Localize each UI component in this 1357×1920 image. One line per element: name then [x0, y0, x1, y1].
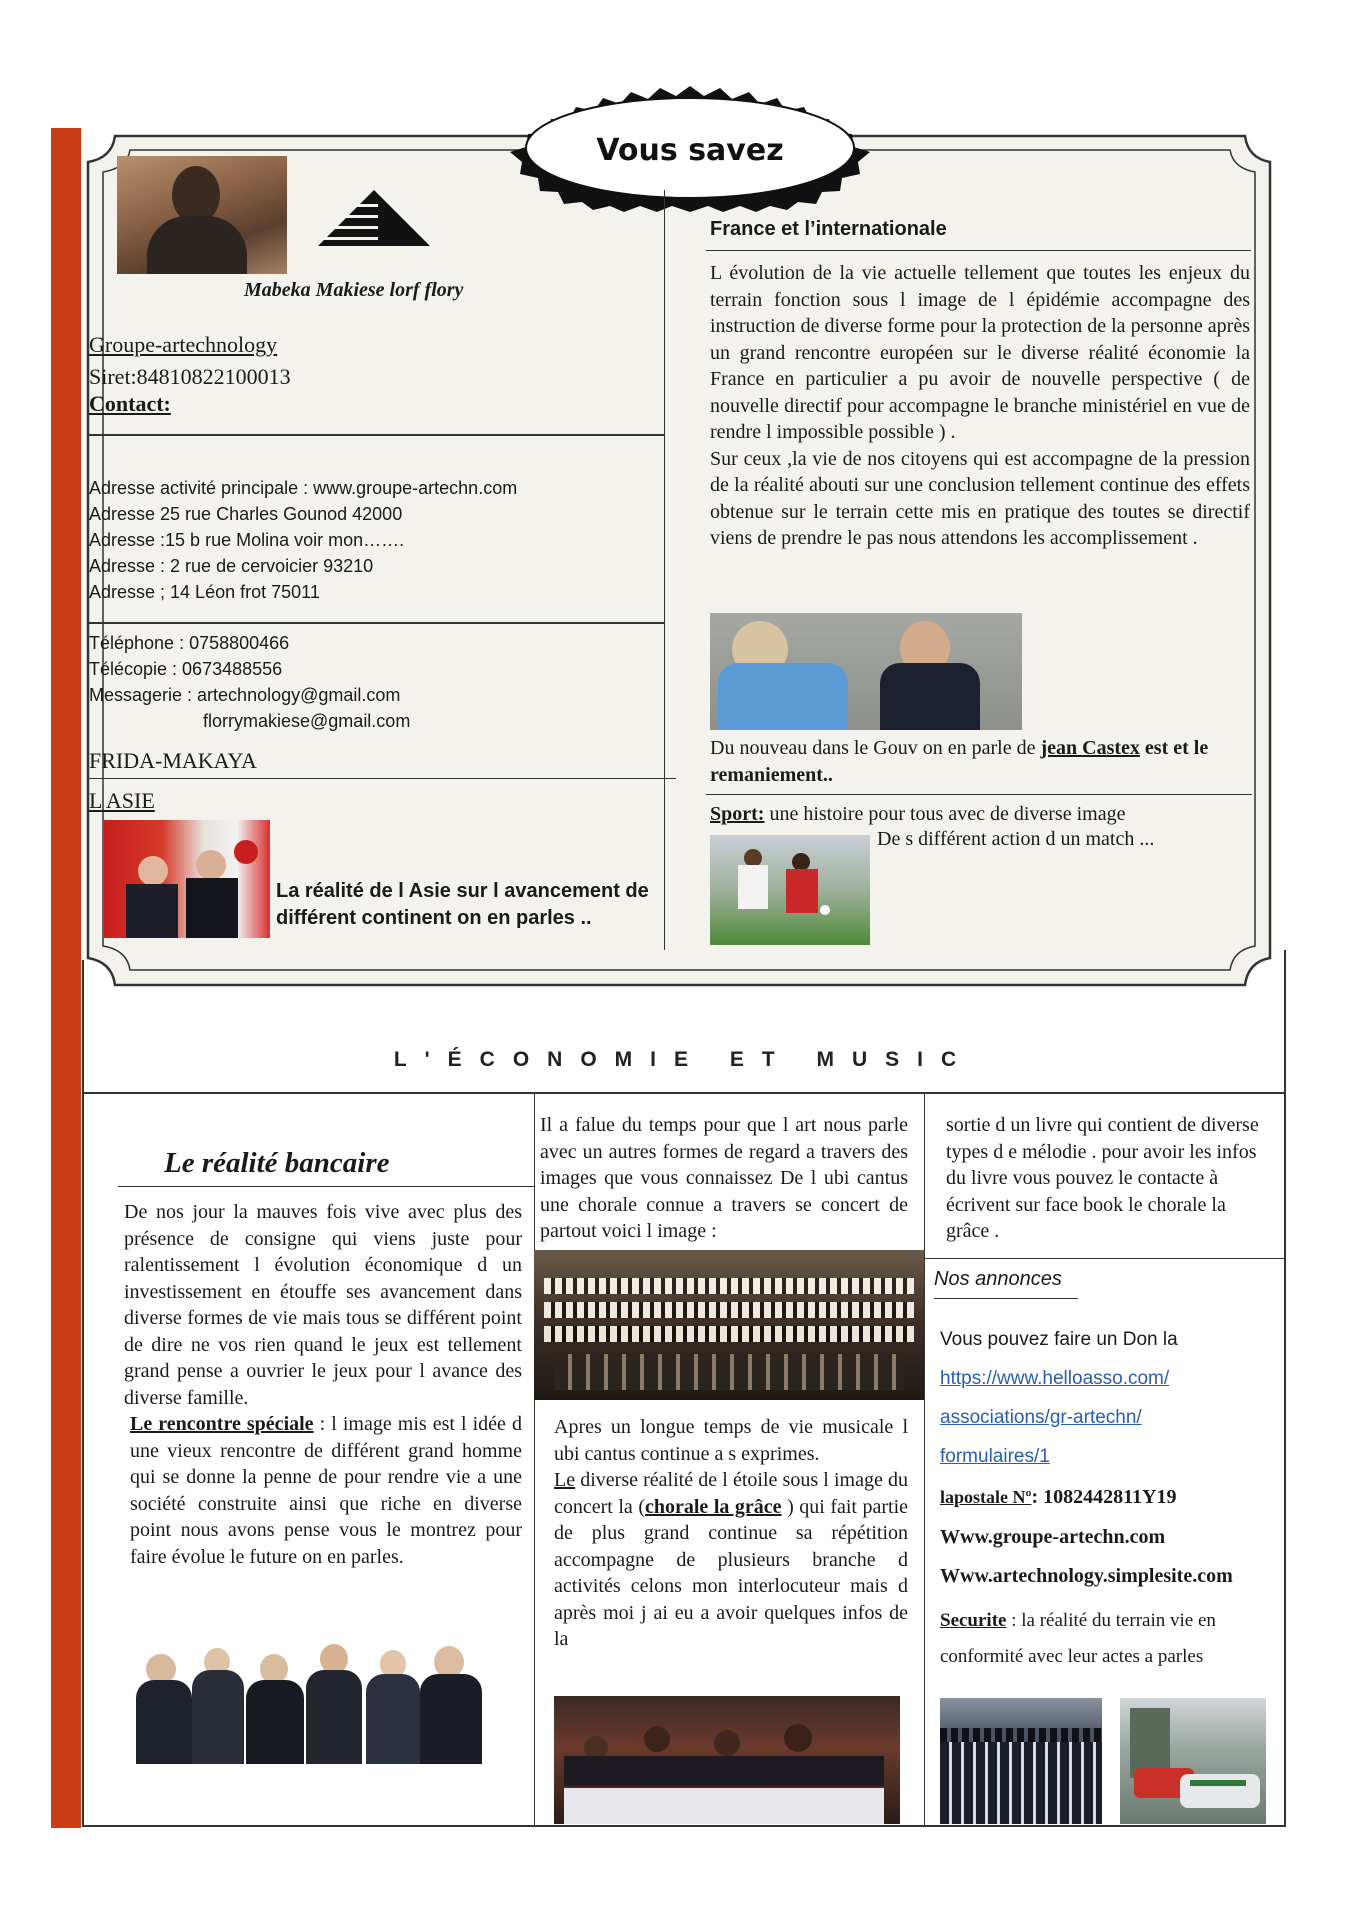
lapostale-value: : 1082442811Y19 — [1031, 1486, 1177, 1508]
gov-text: Du nouveau dans le Gouv on en parle de — [710, 737, 1041, 759]
music-paragraph-3b: ) qui fait partie de plus grand continue sa répétition accompagne de plusieurs branche d activités celons mon interlocuteur mais d après moi j ai eu a avoir quelques infos de la — [554, 1495, 909, 1650]
badge-title: Vous savez — [596, 133, 784, 168]
pyramid-logo-icon — [316, 188, 432, 248]
profile-name: Mabeka Makiese lorf flory — [244, 279, 464, 301]
address-line: Adresse 25 rue Charles Gounod 42000 — [89, 504, 403, 524]
lapostale-label: lapostale Nº — [940, 1487, 1032, 1507]
lapostale-line — [940, 1486, 1176, 1509]
donation-link-2[interactable]: associations/gr-artechn/ — [940, 1407, 1142, 1428]
telecopie: Télécopie : 0673488556 — [89, 659, 283, 679]
banking-text — [124, 1199, 522, 1570]
company-name: Groupe-artechnology — [89, 332, 278, 357]
messagerie: Messagerie : artechnology@gmail.com — [89, 685, 401, 705]
securite-label: Securite — [940, 1610, 1007, 1631]
rencontre-label: Le rencontre spéciale — [130, 1413, 314, 1435]
france-paragraph: Sur ceux ,la vie de nos citoyens qui est accompagne de la pression de la réalité abouti sur une conclusion tellement continue des effets obtenue sur le terrain cette mis en pratique des toutes se directif viens de prendre le pas nous attendons les accomplissement . — [710, 447, 1250, 549]
banking-title: Le réalité bancaire — [164, 1147, 390, 1179]
concert-photo — [554, 1696, 900, 1824]
phone-list — [89, 630, 410, 734]
music-text: Apres un longue temps de vie musicale l ubi cantus continue a s exprimes. Le diverse réalité de l étoile sous l image du concert la (chorale la grâce ) qui fait partie de plus grand continue sa répétition accompagne de plusieurs branche d activités celons mon interlocuteur mais d après moi j ai eu a avoir quelques infos de la — [554, 1416, 909, 1650]
address-line: Adresse :15 b rue Molina voir mon……. — [89, 530, 405, 550]
column-divider — [924, 1092, 925, 1826]
chorale-name: chorale la grâce — [645, 1495, 782, 1518]
profile-photo — [117, 156, 287, 274]
france-text — [710, 260, 1250, 552]
france-heading: France et l’internationale — [710, 218, 947, 240]
parade-photo — [940, 1698, 1102, 1824]
divider — [706, 250, 1251, 251]
leaders-photo — [136, 1640, 482, 1764]
donation-link-3[interactable]: formulaires/1 — [940, 1446, 1050, 1467]
music-paragraph-1: Il a falue du temps pour que l art nous parle avec un autres formes de regard a travers des images que vous connaissez De l ubi cantus une chorale connue a travers se concert de partout voici l image : — [540, 1114, 908, 1242]
frida-label: FRIDA-MAKAYA — [89, 748, 257, 773]
divider — [88, 622, 664, 624]
asie-label: L ASIE — [89, 788, 155, 813]
email-secondary: florrymakiese@gmail.com — [203, 711, 411, 731]
music-paragraph-3a: diverse réalité de l étoile sous l image du concert la — [554, 1469, 908, 1518]
couple-photo — [710, 613, 1022, 730]
sport-photo — [710, 835, 870, 945]
top-divider — [664, 190, 665, 950]
sport-label: Sport: — [710, 803, 765, 825]
section-divider — [82, 1092, 1286, 1094]
divider — [924, 1258, 1286, 1259]
asie-caption: La réalité de l Asie sur l avancement de différent continent on en parles .. — [276, 880, 649, 929]
column-divider — [534, 1092, 535, 1826]
annonces-title: Nos annonces — [934, 1268, 1062, 1290]
address-line: Adresse : 2 rue de cervoicier 93210 — [89, 556, 374, 576]
header-badge — [490, 82, 890, 212]
securite-body: : la réalité du terrain vie en conformité avec leur actes a parles — [940, 1610, 1216, 1667]
securite-text — [940, 1603, 1280, 1675]
siret: Siret:84810822100013 — [89, 364, 291, 389]
sport-text-2: De s différent action d un match ... — [877, 828, 1155, 850]
divider — [88, 434, 664, 436]
music-paragraph-2: Apres un longue temps de vie musicale l ubi cantus continue a s exprimes. — [554, 1416, 908, 1465]
lower-frame-right — [1284, 950, 1286, 1826]
gov-line — [710, 735, 1255, 789]
don-text: Vous pouvez faire un Don la — [940, 1329, 1178, 1350]
divider — [118, 1186, 534, 1187]
sport-text: une histoire pour tous avec de diverse image — [764, 803, 1126, 825]
rencontre-text: : l image mis est l idée d une vieux rencontre de différent grand homme qui se donne la penne de pour rendre vie a une société construite ainsi que riche en diverse point nous avons pense vous le montrez pour faire évolue le future on en parles. — [130, 1413, 522, 1568]
divider — [934, 1298, 1078, 1299]
banking-paragraph: De nos jour la mauves fois vive avec plus des présence de consigne qui viens juste pour ralentissement l évolution économique d un investissement en étouffe ses avancement dans diverse formes de vie mais tous se différent point de dire ne vos rien quand le jeux est tellement grand pense a ouvrier le jeux pour l avance des diverse famille. — [124, 1201, 522, 1409]
divider — [88, 778, 676, 779]
contact-label: Contact: — [89, 391, 171, 416]
section-title: L'ÉCONOMIE ET MUSIC — [393, 1048, 975, 1071]
street-photo — [1120, 1698, 1266, 1824]
le-label: Le — [554, 1469, 576, 1491]
lower-frame-bottom — [82, 1825, 1286, 1827]
site-1: Www.groupe-artechn.com — [940, 1526, 1166, 1548]
telephone: Téléphone : 0758800466 — [89, 633, 290, 653]
address-line: Adresse ; 14 Léon frot 75011 — [89, 582, 320, 602]
lower-frame-left — [82, 960, 84, 1826]
donation-link[interactable]: https://www.helloasso.com/ — [940, 1368, 1170, 1389]
gov-text-end: est et le remaniement.. — [710, 737, 1209, 786]
choir-photo — [534, 1250, 924, 1400]
address-list — [89, 475, 517, 605]
france-paragraph: L évolution de la vie actuelle tellement que toutes les enjeux du terrain fonction sous l image de l épidémie accompagne des instruction de diverse forme pour la protection de la personne après un grand rencontre européen sur le diverse réalité économie la France en particulier a pu avoir de nouvelle perspective ( de nouvelle directif pour accompagne le branche ministériel en vue de rendre l impossible possible ) . — [710, 262, 1250, 443]
sport-line — [710, 801, 1255, 828]
asia-photo — [104, 820, 270, 938]
right-paragraph: sortie d un livre qui contient de diverse types d e mélodie . pour avoir les infos du livre vous pouvez le contacte à écrivent sur face book le chorale la grâce . — [946, 1114, 1259, 1242]
divider — [706, 794, 1252, 795]
address-line: Adresse activité principale : www.groupe-artechn.com — [89, 478, 518, 498]
site-2: Www.artechnology.simplesite.com — [940, 1565, 1233, 1587]
gov-name: jean Castex — [1040, 737, 1140, 759]
